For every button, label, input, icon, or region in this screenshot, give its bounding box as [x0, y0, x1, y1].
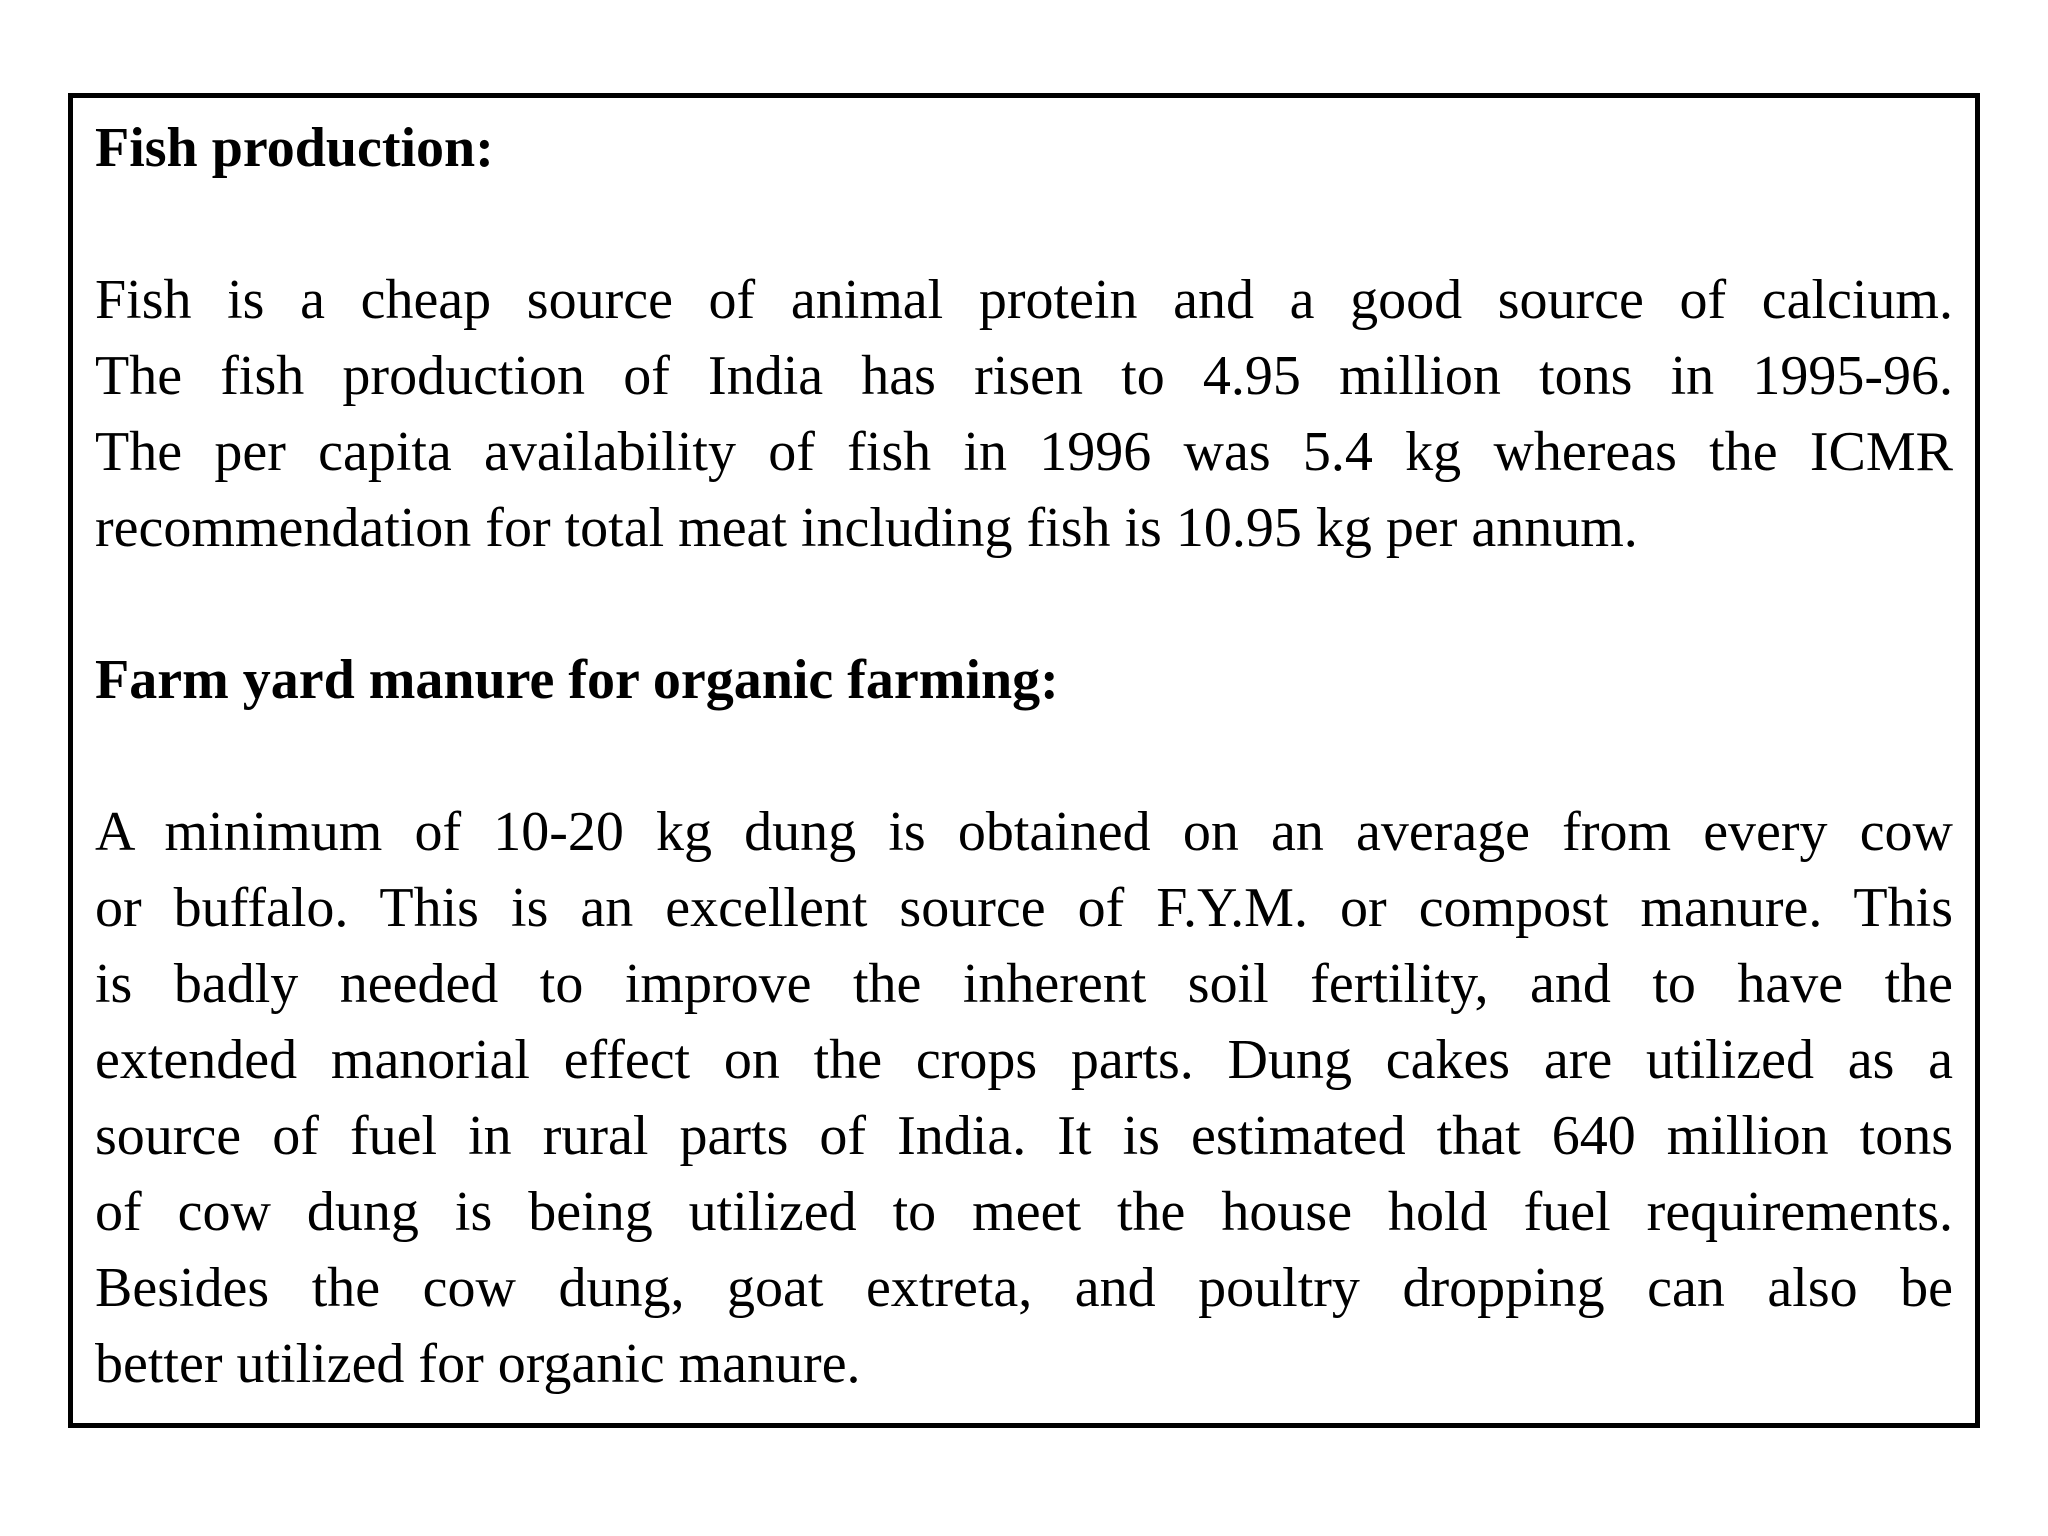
section-heading-fish-production: Fish production: — [95, 117, 494, 179]
spacer — [95, 718, 1953, 794]
spacer — [95, 186, 1953, 262]
paragraph-farm-yard-manure — [95, 794, 1953, 1402]
paragraph-line: or buffalo. This is an excellent source of F.Y.M. or compost manure. This — [95, 877, 1953, 939]
paragraph-line: Besides the cow dung, goat extreta, and poultry dropping can also be — [95, 1257, 1953, 1319]
text-box-frame — [68, 93, 1980, 1428]
paragraph-line: extended manorial effect on the crops parts. Dung cakes are utilized as a — [95, 1029, 1953, 1091]
paragraph-fish-production — [95, 262, 1953, 566]
paragraph-line: recommendation for total meat including fish is 10.95 kg per annum. — [95, 497, 1638, 559]
paragraph-line: better utilized for organic manure. — [95, 1333, 861, 1395]
paragraph-line: source of fuel in rural parts of India. It is estimated that 640 million tons — [95, 1105, 1953, 1167]
paragraph-line: The per capita availability of fish in 1996 was 5.4 kg whereas the ICMR — [95, 421, 1953, 483]
paragraph-line: A minimum of 10-20 kg dung is obtained on an average from every cow — [95, 801, 1953, 863]
spacer — [95, 566, 1953, 642]
paragraph-line: The fish production of India has risen to 4.95 million tons in 1995-96. — [95, 345, 1953, 407]
paragraph-line: of cow dung is being utilized to meet the house hold fuel requirements. — [95, 1181, 1953, 1243]
paragraph-line: is badly needed to improve the inherent soil fertility, and to have the — [95, 953, 1953, 1015]
section-heading-farm-yard-manure: Farm yard manure for organic farming: — [95, 649, 1059, 711]
text-box-content — [95, 110, 1953, 1402]
paragraph-line: Fish is a cheap source of animal protein and a good source of calcium. — [95, 269, 1953, 331]
